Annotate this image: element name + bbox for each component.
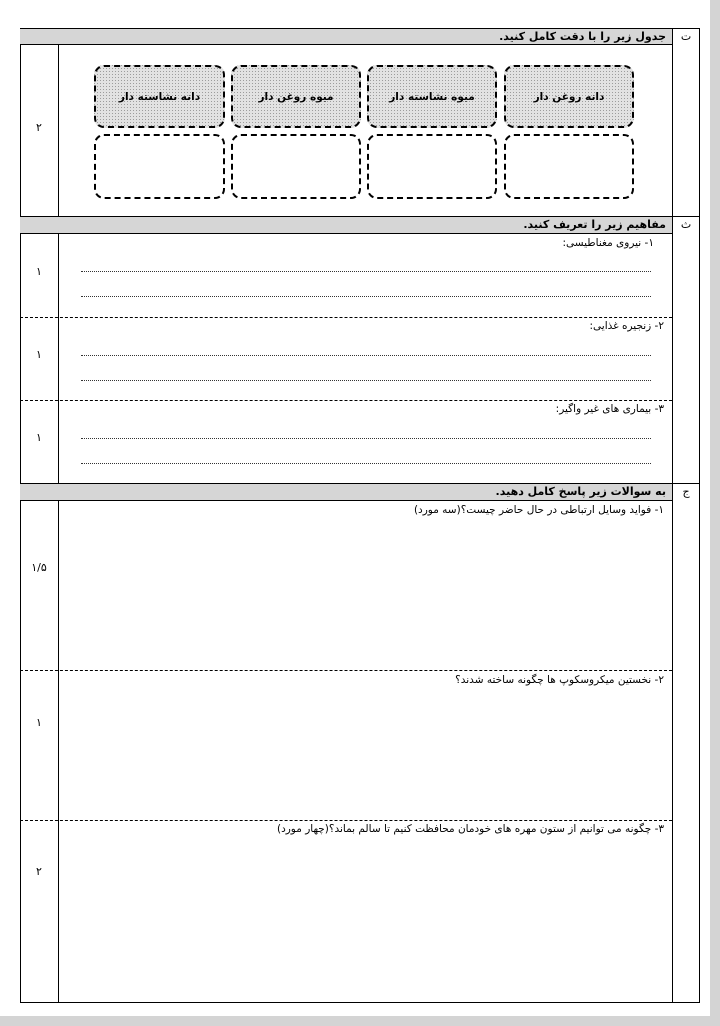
- definition-question-1: ۱- نیروی مغناطیسی:: [562, 237, 654, 249]
- section-th-letter: ث: [680, 218, 692, 231]
- letter-column-divider: [672, 28, 673, 1003]
- definition-score-3: ۱: [36, 431, 42, 444]
- section-t-score: ۲: [36, 121, 42, 134]
- definition-question-3: ۳- بیماری های غیر واگیر:: [555, 403, 664, 415]
- answer-line[interactable]: [81, 380, 651, 381]
- definition-question-2: ۲- زنجیره غذایی:: [589, 320, 664, 332]
- section-j-top-rule: [672, 483, 700, 484]
- answer-line[interactable]: [81, 355, 651, 356]
- page-shadow-bottom: [0, 1016, 720, 1026]
- section-th-top-rule: [672, 216, 700, 217]
- answer-line[interactable]: [81, 463, 651, 464]
- score-column-divider: [58, 28, 59, 1003]
- section-t-title: جدول زیر را با دقت کامل کنید.: [499, 30, 666, 43]
- answer-line[interactable]: [81, 296, 651, 297]
- answer-line[interactable]: [81, 271, 651, 272]
- essay-question-3: ۳- چگونه می توانیم از ستون مهره های خودمان محافظت کنیم تا سالم بماند؟(چهار مورد): [276, 823, 664, 835]
- item-separator: [20, 400, 672, 401]
- answer-line[interactable]: [81, 438, 651, 439]
- section-t-letter: ت: [680, 30, 692, 43]
- table-answer-cell[interactable]: [504, 134, 634, 199]
- item-separator: [20, 317, 672, 318]
- table-answer-cell[interactable]: [231, 134, 361, 199]
- essay-score-2: ۱: [36, 716, 42, 729]
- item-separator: [20, 820, 672, 821]
- table-answer-cell[interactable]: [94, 134, 225, 199]
- table-header-oil-seed: دانه روغن دار: [504, 65, 634, 128]
- essay-question-1: ۱- فواید وسایل ارتباطی در حال حاضر چیست؟(سه مورد): [413, 504, 664, 516]
- table-header-oil-fruit: میوه روغن دار: [231, 65, 361, 128]
- definition-score-1: ۱: [36, 265, 42, 278]
- page-shadow-right: [710, 0, 720, 1026]
- item-separator: [20, 670, 672, 671]
- section-th-title: مفاهیم زیر را تعریف کنید.: [523, 218, 666, 231]
- table-header-starch-fruit: میوه نشاسته دار: [367, 65, 497, 128]
- section-j-letter: ج: [682, 485, 690, 498]
- table-answer-cell[interactable]: [367, 134, 497, 199]
- essay-score-3: ۲: [36, 865, 42, 878]
- definition-score-2: ۱: [36, 348, 42, 361]
- essay-question-2: ۲- نخستین میکروسکوپ ها چگونه ساخته شدند؟: [455, 674, 664, 686]
- section-j-title: به سوالات زیر پاسخ کامل دهید.: [495, 485, 666, 498]
- table-header-starch-seed: دانه نشاسته دار: [94, 65, 225, 128]
- essay-score-1: ۱/۵: [31, 561, 47, 574]
